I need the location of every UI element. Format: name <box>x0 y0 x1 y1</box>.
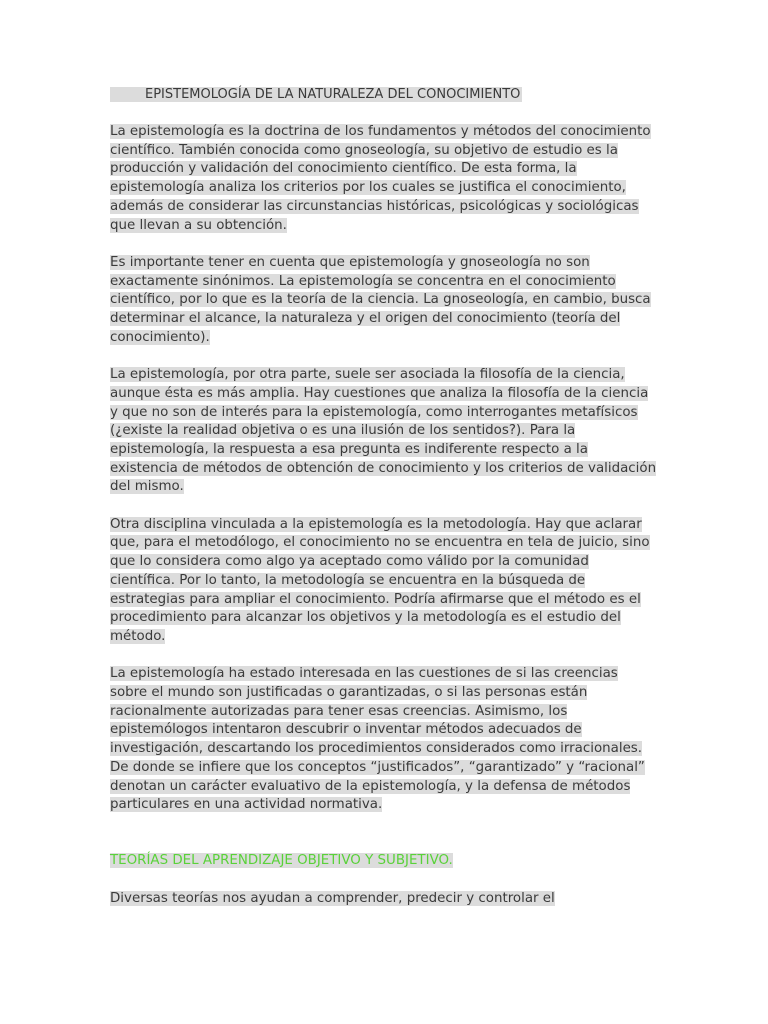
section-heading-text: TEORÍAS DEL APRENDIZAJE OBJETIVO Y SUBJETIVO. <box>110 853 453 869</box>
paragraph-text: Es importante tener en cuenta que epistemología y gnoseología no son exactamente sinónimos. La epistemología se concentra en el conocimiento científico, por lo que es la teoría de la ciencia. La gnoseología, en cambio, busca determinar el alcance, la naturaleza y el origen del conocimiento (teoría del conocimiento). <box>110 254 651 345</box>
blank-line <box>110 834 658 853</box>
paragraph-text: Otra disciplina vinculada a la epistemología es la metodología. Hay que aclarar que, para el metodólogo, el conocimiento no se encuentra en tela de juicio, sino que lo considera como algo ya aceptado como válido por la comunidad científica. Por lo tanto, la metodología se encuentra en la búsqueda de estrategias para ampliar el conocimiento. Podría afirmarse que el método es el procedimiento para alcanzar los objetivos y la metodología es el estudio del método. <box>110 516 650 644</box>
document-title-text: EPISTEMOLOGÍA DE LA NATURALEZA DEL CONOCIMIENTO <box>110 87 522 102</box>
document-page <box>110 86 658 927</box>
paragraph <box>110 516 658 647</box>
paragraph-text: Diversas teorías nos ayudan a comprender, predecir y controlar el <box>110 890 555 906</box>
document-title <box>110 86 658 104</box>
paragraph-text: La epistemología es la doctrina de los fundamentos y métodos del conocimiento científico. También conocida como gnoseología, su objetivo de estudio es la producción y validación del conocimiento científico. De esta forma, la epistemología analiza los criterios por los cuales se justifica el conocimiento, además de considerar las circunstancias históricas, psicológicas y sociológicas que llevan a su obtención. <box>110 124 651 233</box>
paragraph-text: La epistemología ha estado interesada en las cuestiones de si las creencias sobre el mundo son justificadas o garantizadas, o si las personas están racionalmente autorizadas para tener esas creencias. Asimismo, los epistemólogos intentaron descubrir o inventar métodos adecuados de investigación, descartando los procedimientos considerados como irracionales. De donde se infiere que los conceptos “justificados”, “garantizado” y “racional” denotan un carácter evaluativo de la epistemología, y la defensa de métodos particulares en una actividad normativa. <box>110 666 645 813</box>
section-heading <box>110 852 658 871</box>
paragraph <box>110 890 658 909</box>
paragraph <box>110 665 658 815</box>
paragraph <box>110 366 658 497</box>
paragraph <box>110 123 658 235</box>
paragraph-text: La epistemología, por otra parte, suele ser asociada la filosofía de la ciencia, aunque ésta es más amplia. Hay cuestiones que analiza la filosofía de la ciencia y que no son de interés para la epistemología, como interrogantes metafísicos (¿existe la realidad objetiva o es una ilusión de los sentidos?). Para la epistemología, la respuesta a esa pregunta es indiferente respecto a la existencia de métodos de obtención de conocimiento y los criterios de validación del mismo. <box>110 367 657 495</box>
paragraph <box>110 254 658 348</box>
